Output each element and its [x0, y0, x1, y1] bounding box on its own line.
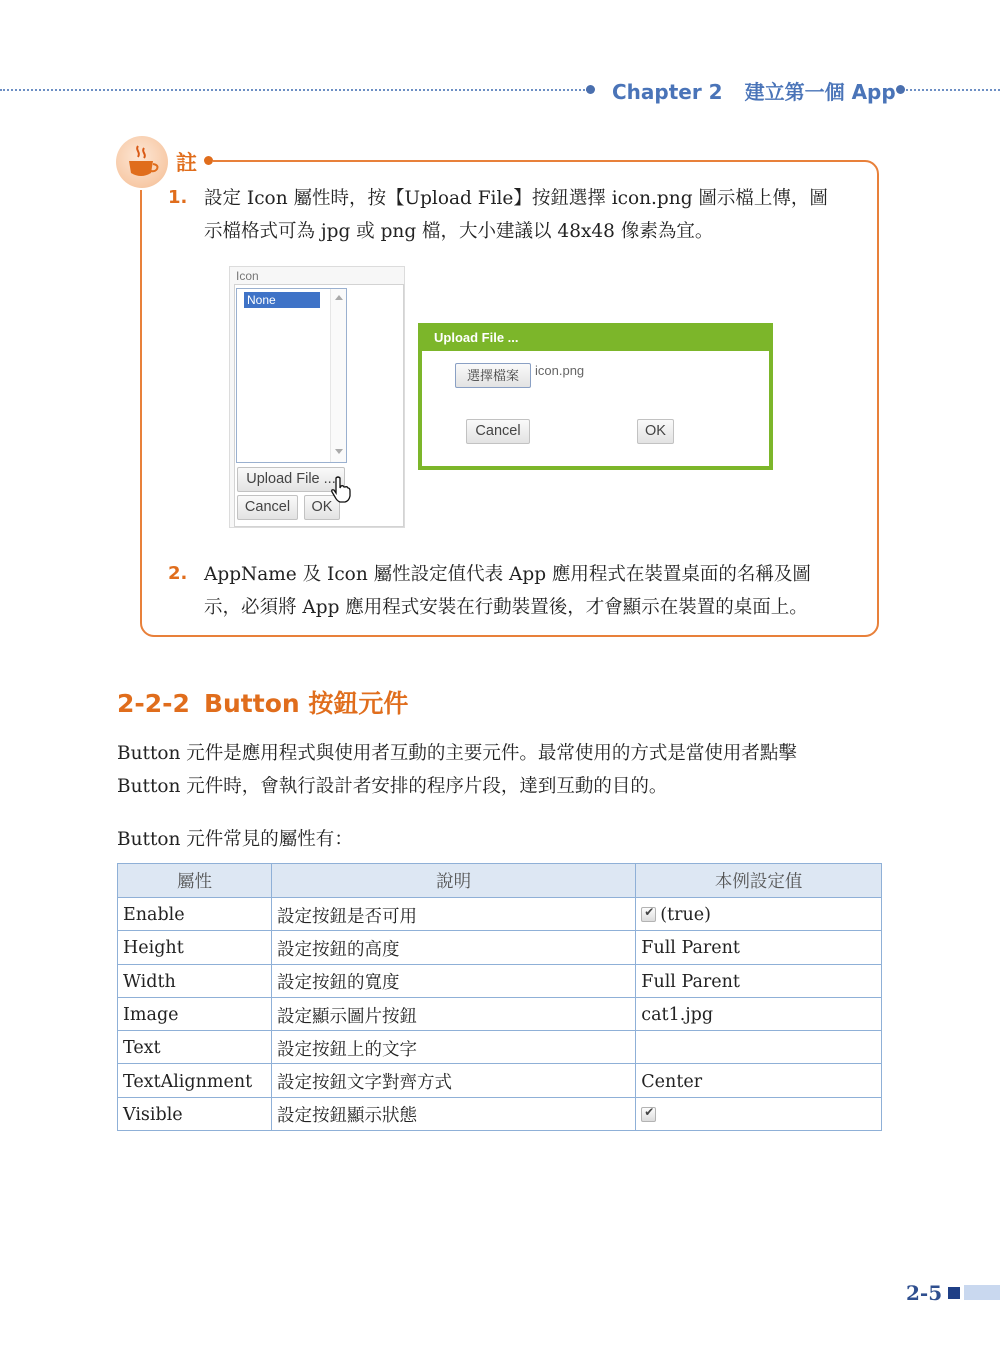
icon-list-selected-item[interactable]: None [244, 292, 320, 308]
header-dotted-line-right [906, 89, 1000, 91]
cell-property: Width [118, 964, 272, 997]
cell-description: 設定按鈕上的文字 [271, 1031, 635, 1064]
chapter-header [612, 76, 896, 105]
note-dot [204, 156, 213, 165]
cell-value: Full Parent [636, 931, 882, 964]
table-row [118, 1064, 882, 1097]
cell-property: Enable [118, 898, 272, 931]
header-dot-left [586, 85, 595, 94]
button-properties-table [117, 863, 882, 1131]
header-value: 本例設定值 [636, 864, 882, 898]
section-heading [117, 684, 408, 720]
note-item-2-number: 2. [168, 563, 188, 584]
cell-value-text: (true) [660, 905, 711, 926]
section-title: Button 按鈕元件 [203, 689, 409, 718]
note-item-2-line-1: AppName 及 Icon 屬性設定值代表 App 應用程式在裝置桌面的名稱及圖 [204, 564, 811, 585]
cell-value [636, 898, 882, 931]
page-number: 2-5 [906, 1281, 943, 1305]
cell-description: 設定按鈕文字對齊方式 [271, 1064, 635, 1097]
table-row [118, 997, 882, 1030]
cell-property: Visible [118, 1097, 272, 1130]
dialog-ok-button[interactable]: OK [637, 419, 674, 444]
note-item-1-text [204, 182, 828, 248]
paragraph-line-1: Button 元件是應用程式與使用者互動的主要元件。最常使用的方式是當使用者點擊 [117, 743, 797, 764]
section-number: 2-2-2 [117, 689, 190, 718]
table-header-row [118, 864, 882, 898]
coffee-cup-icon [116, 136, 168, 188]
note-item-1-number: 1. [168, 187, 188, 208]
scroll-down-icon[interactable] [335, 449, 343, 454]
note-item-2-text [204, 558, 811, 624]
cell-value: Full Parent [636, 964, 882, 997]
choose-file-button[interactable]: 選擇檔案 [455, 363, 531, 388]
cell-description: 設定按鈕的寬度 [271, 964, 635, 997]
note-label: 註 [176, 151, 197, 175]
page-marker-bar [964, 1285, 1000, 1300]
hand-cursor-icon [330, 476, 352, 508]
table-row [118, 964, 882, 997]
section-paragraph [117, 737, 797, 803]
cell-description: 設定按鈕是否可用 [271, 898, 635, 931]
note-lead-line [213, 160, 293, 162]
cell-value: Center [636, 1064, 882, 1097]
cell-property: Text [118, 1031, 272, 1064]
cell-description: 設定按鈕顯示狀態 [271, 1097, 635, 1130]
cell-description: 設定顯示圖片按鈕 [271, 997, 635, 1030]
upload-file-button[interactable]: Upload File ... [237, 467, 345, 492]
selected-file-name: icon.png [535, 363, 585, 378]
checked-checkbox-icon [641, 1107, 656, 1122]
table-row [118, 1097, 882, 1130]
header-dot-right [896, 85, 905, 94]
cell-description: 設定按鈕的高度 [271, 931, 635, 964]
cell-property: TextAlignment [118, 1064, 272, 1097]
header-property: 屬性 [118, 864, 272, 898]
table-row [118, 931, 882, 964]
page-marker-square [948, 1287, 960, 1299]
cell-property: Height [118, 931, 272, 964]
table-row [118, 1031, 882, 1064]
dialog-cancel-button[interactable]: Cancel [466, 419, 530, 444]
header-dotted-line-left [0, 89, 588, 91]
upload-dialog-title: Upload File ... [422, 327, 769, 351]
scroll-up-icon[interactable] [335, 295, 343, 300]
icon-panel-label: Icon [236, 269, 259, 283]
cell-value [636, 1031, 882, 1064]
header-description: 說明 [271, 864, 635, 898]
upload-file-dialog [418, 323, 773, 470]
cell-value: cat1.jpg [636, 997, 882, 1030]
table-row [118, 898, 882, 931]
icon-ok-button[interactable]: OK [304, 495, 340, 520]
note-item-2-line-2: 示，必須將 App 應用程式安裝在行動裝置後，才會顯示在裝置的桌面上。 [204, 597, 808, 618]
note-item-1-line-2: 示檔格式可為 jpg 或 png 檔，大小建議以 48x48 像素為宜。 [204, 221, 714, 242]
paragraph-line-2: Button 元件時，會執行設計者安排的程序片段，達到互動的目的。 [117, 776, 668, 797]
table-intro: Button 元件常見的屬性有： [117, 829, 353, 850]
note-item-1-line-1: 設定 Icon 屬性時，按【Upload File】按鈕選擇 icon.png 圖示檔上傳，圖 [204, 188, 828, 209]
chapter-title: 建立第一個 App [744, 80, 896, 104]
icon-list-scrollbar[interactable] [330, 289, 346, 462]
cell-property: Image [118, 997, 272, 1030]
chapter-label: Chapter 2 [612, 80, 723, 104]
icon-asset-list[interactable] [236, 288, 347, 463]
checked-checkbox-icon [641, 907, 656, 922]
icon-cancel-button[interactable]: Cancel [237, 495, 298, 520]
cell-value [636, 1097, 882, 1130]
